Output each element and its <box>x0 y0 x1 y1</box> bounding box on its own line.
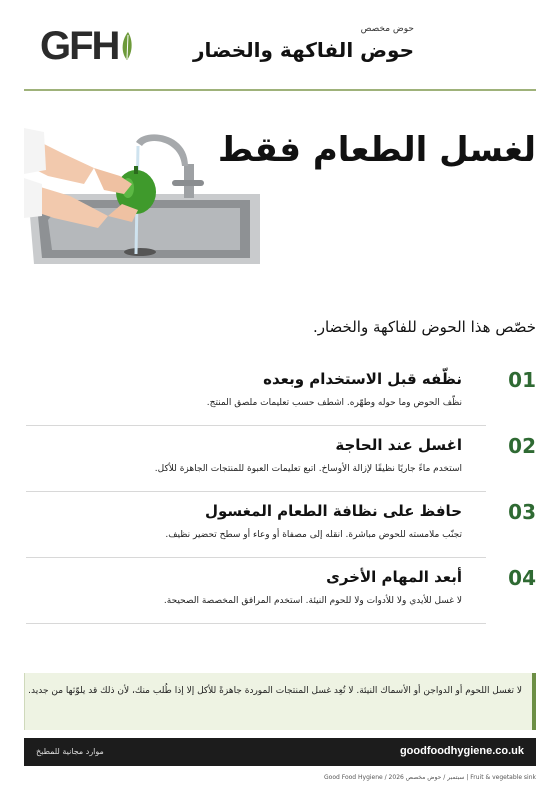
warning-accent-bar <box>532 673 536 730</box>
step-title: حافظ على نظافة الطعام المغسول <box>204 502 462 520</box>
list-item <box>26 426 536 492</box>
step-number: 03 <box>508 500 536 524</box>
step-title: أبعد المهام الأخرى <box>326 568 462 586</box>
step-number: 04 <box>508 566 536 590</box>
step-number: 01 <box>508 368 536 392</box>
list-item <box>26 492 536 558</box>
leaf-icon <box>120 31 134 61</box>
warning-box <box>24 673 536 730</box>
step-description: نظّف الحوض وما حوله وطهّره. اشطف حسب تعليمات ملصق المنتج. <box>206 398 462 408</box>
step-description: استخدم ماءً جاريًا نظيفًا لإزالة الأوساخ. اتبع تعليمات العبوة للمنتجات الجاهزة للأكل. <box>154 464 462 474</box>
document-meta: Good Food Hygiene / 2026 سبتمبر / حوض مخصص | Fruit & vegetable sink <box>324 774 536 781</box>
divider <box>26 623 486 624</box>
list-item <box>26 558 536 624</box>
step-description: لا غسل للأيدي ولا للأدوات ولا للحوم النيئة. استخدم المرافق المخصصة الصحيحة. <box>163 596 462 606</box>
header-title: حوض الفاكهة والخضار <box>193 38 414 62</box>
step-number: 02 <box>508 434 536 458</box>
warning-text: لا تغسل اللحوم أو الدواجن أو الأسماك النيئة. لا تُعِد غسل المنتجات الموردة جاهزةً للأكل إلا إذا طُلب منك، لأن ذلك قد يلوّثها من جديد. <box>28 686 522 696</box>
step-title: اغسل عند الحاجة <box>335 436 462 454</box>
intro-text: خصّص هذا الحوض للفاكهة والخضار. <box>312 318 536 336</box>
step-description: تجنّب ملامسته للحوض مباشرة. انقله إلى مصفاة أو وعاء أو سطح تحضير نظيف. <box>165 530 462 540</box>
hero-title: لغسل الطعام فقط <box>217 130 536 170</box>
header <box>24 18 536 78</box>
footer-note: موارد مجانية للمطبخ <box>36 747 104 756</box>
header-subtitle: حوض مخصص <box>360 24 414 34</box>
gfh-logo <box>40 26 134 66</box>
steps-list <box>26 360 536 624</box>
logo-text: GFH <box>40 24 119 68</box>
website-link[interactable]: goodfoodhygiene.co.uk <box>399 745 524 757</box>
list-item <box>26 360 536 426</box>
footer <box>24 738 536 766</box>
header-divider <box>24 89 536 91</box>
header-text <box>193 24 414 62</box>
step-title: نظّفه قبل الاستخدام وبعده <box>263 370 462 388</box>
